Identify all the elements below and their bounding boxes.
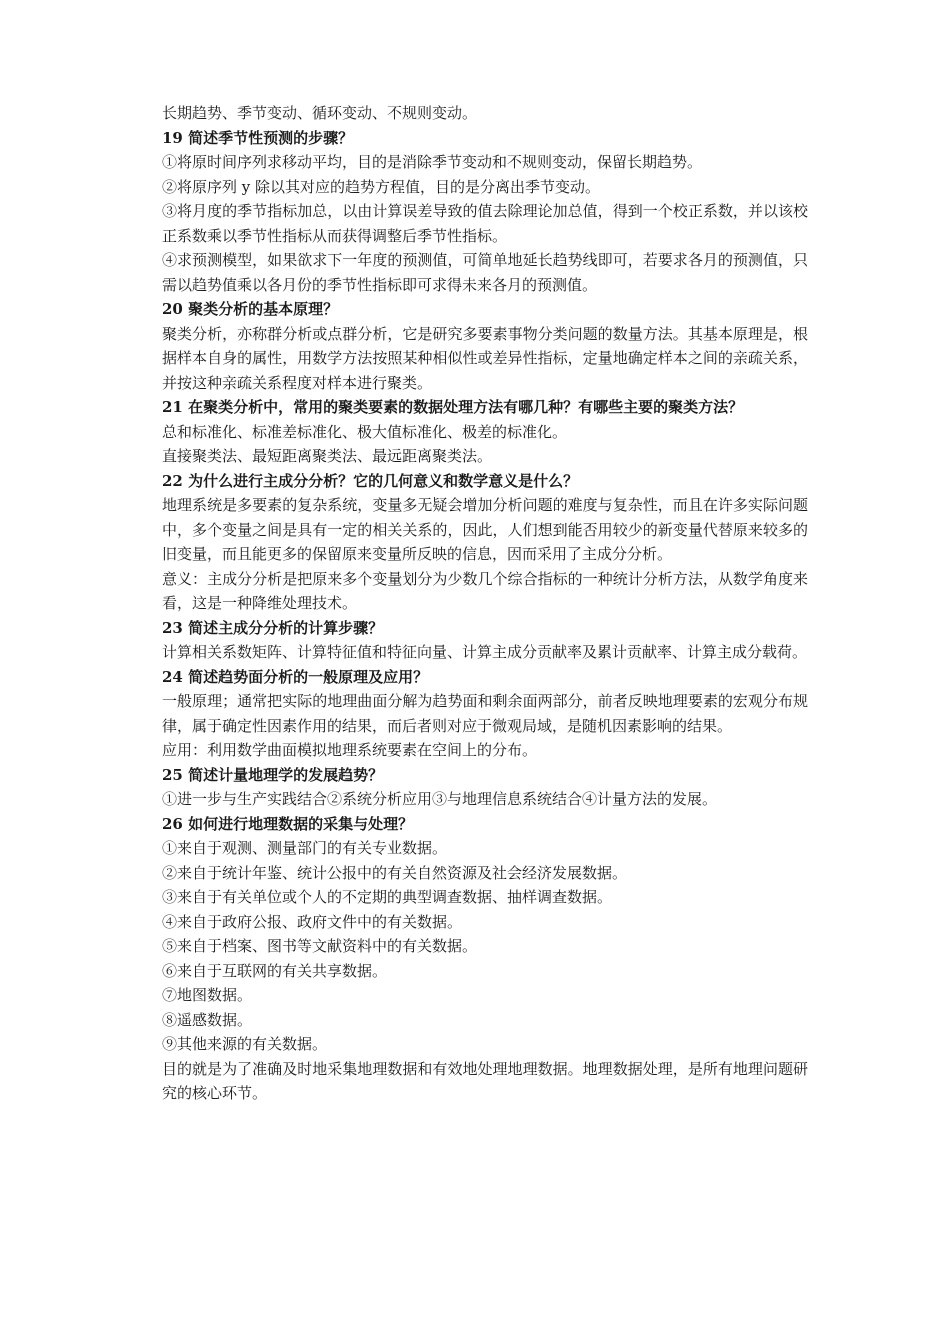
q19-step-1: ①将原时间序列求移动平均，目的是消除季节变动和不规则变动，保留长期趋势。 — [162, 153, 703, 171]
q26-source-9: ⑨其他来源的有关数据。 — [162, 1035, 328, 1053]
text-line-trend-components: 长期趋势、季节变动、循环变动、不规则变动。 — [162, 104, 478, 122]
question-20-heading: 20 聚类分析的基本原理？ — [162, 300, 339, 318]
q26-source-8: ⑧遥感数据。 — [162, 1010, 253, 1029]
q26-source-3: ③来自于有关单位或个人的不定期的典型调查数据、抽样调查数据。 — [162, 888, 613, 906]
q26-source-4: ④来自于政府公报、政府文件中的有关数据。 — [162, 912, 463, 931]
q19-step-4: ④求预测模型，如果欲求下一年度的预测值，可简单地延长趋势线即可，若要求各月的预测值，只需以趋势值乘以各月份的季节性指标即可求得未来各月的预测值。 — [162, 251, 808, 294]
q25-answer: ①进一步与生产实践结合②系统分析应用③与地理信息系统结合④计量方法的发展。 — [162, 790, 718, 808]
q24-answer-application: 应用：利用数学曲面模拟地理系统要素在空间上的分布。 — [162, 741, 538, 759]
q23-answer: 计算相关系数矩阵、计算特征值和特征向量、计算主成分贡献率及累计贡献率、计算主成分载荷。 — [162, 643, 808, 661]
q20-answer: 聚类分析，亦称群分析或点群分析，它是研究多要素事物分类问题的数量方法。其基本原理是，根据样本自身的属性，用数学方法按照某种相似性或差异性指标，定量地确定样本之间的亲疏关系，并按这种亲疏关系程度对样本进行聚类。 — [162, 324, 808, 392]
q26-source-7: ⑦地图数据。 — [162, 986, 253, 1004]
q22-answer-reason: 地理系统是多要素的复杂系统，变量多无疑会增加分析问题的难度与复杂性，而且在许多实际问题中，多个变量之间是具有一定的相关关系的，因此，人们想到能否用较少的新变量代替原来较多的旧变量，而且能更多的保留原来变量所反映的信息，因而采用了主成分分析。 — [162, 496, 808, 563]
question-19-heading: 19 简述季节性预测的步骤？ — [162, 128, 354, 147]
q26-purpose: 目的就是为了准确及时地采集地理数据和有效地处理地理数据。地理数据处理，是所有地理问题研究的核心环节。 — [162, 1059, 808, 1102]
question-21-heading: 21 在聚类分析中，常用的聚类要素的数据处理方法有哪几种？有哪些主要的聚类方法？ — [162, 398, 744, 416]
q21-answer-standardization: 总和标准化、标准差标准化、极大值标准化、极差的标准化。 — [162, 422, 568, 441]
q24-answer-principle: 一般原理；通常把实际的地理曲面分解为趋势面和剩余面两部分，前者反映地理要素的宏观分布规律，属于确定性因素作用的结果，而后者则对应于微观局域，是随机因素影响的结果。 — [162, 692, 808, 735]
question-25-heading: 25 简述计量地理学的发展趋势？ — [162, 765, 384, 784]
question-26-heading: 26 如何进行地理数据的采集与处理？ — [162, 814, 414, 833]
question-24-heading: 24 简述趋势面分析的一般原理及应用？ — [162, 667, 429, 686]
q19-step-3: ③将月度的季节指标加总，以由计算误差导致的值去除理论加总值，得到一个校正系数，并以该校正系数乘以季节性指标从而获得调整后季节性指标。 — [162, 202, 808, 245]
question-22-heading: 22 为什么进行主成分分析？它的几何意义和数学意义是什么？ — [162, 471, 579, 490]
q26-source-2: ②来自于统计年鉴、统计公报中的有关自然资源及社会经济发展数据。 — [162, 863, 628, 882]
q22-answer-meaning: 意义：主成分分析是把原来多个变量划分为少数几个综合指标的一种统计分析方法，从数学角度来看，这是一种降维处理技术。 — [162, 569, 808, 612]
q21-answer-methods: 直接聚类法、最短距离聚类法、最远距离聚类法。 — [162, 447, 493, 465]
q26-source-6: ⑥来自于互联网的有关共享数据。 — [162, 961, 388, 980]
q26-source-5: ⑤来自于档案、图书等文献资料中的有关数据。 — [162, 937, 478, 955]
question-23-heading: 23 简述主成分分析的计算步骤？ — [162, 618, 384, 637]
document-page — [162, 101, 808, 1106]
q26-source-1: ①来自于观测、测量部门的有关专业数据。 — [162, 839, 448, 857]
q19-step-2: ②将原序列 y 除以其对应的趋势方程值，目的是分离出季节变动。 — [162, 177, 601, 196]
